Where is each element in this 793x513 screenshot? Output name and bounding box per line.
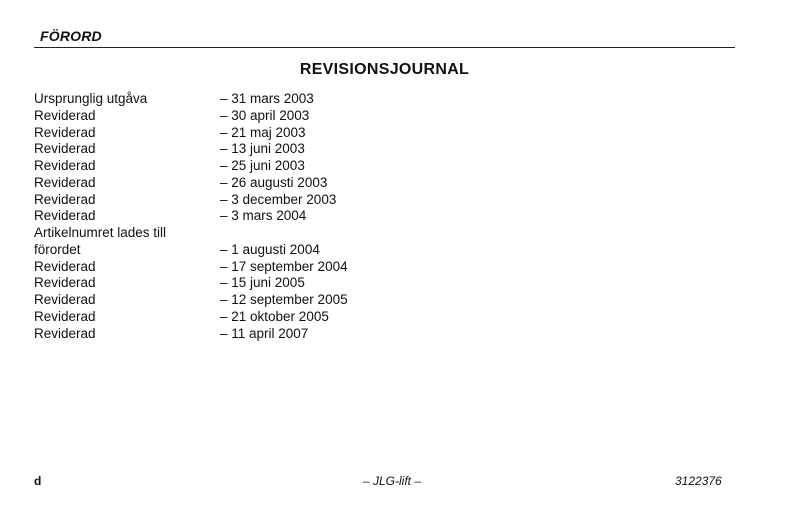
revision-label: Artikelnumret lades till [34,225,167,240]
revision-date: – 21 maj 2003 [220,124,306,140]
revision-label: Reviderad [34,208,96,224]
revision-date: – 3 december 2003 [220,191,337,207]
revision-date: – 1 augusti 2004 [220,241,320,257]
revision-date: – 30 april 2003 [220,107,310,123]
revision-label: Reviderad [34,158,96,173]
revision-entry [34,259,534,276]
revision-date: – 3 mars 2004 [220,208,307,224]
revision-date: – 13 juni 2003 [220,141,305,157]
revision-label: Reviderad [34,258,96,274]
revision-label: Reviderad [34,124,96,140]
revision-date: – 11 april 2007 [220,325,309,341]
revision-label: Reviderad [34,107,96,123]
revision-entry [34,275,534,292]
revision-entry [34,208,534,225]
revision-label: Reviderad [34,292,96,307]
footer-page-number: d [34,474,42,488]
revision-date: – 21 oktober 2005 [220,308,329,324]
revision-date: – 15 juni 2005 [220,275,305,291]
revision-label: Ursprunglig utgåva [34,91,148,106]
section-header: FÖRORD [40,28,102,44]
revision-entry [34,175,534,192]
revision-journal [34,91,534,342]
revision-label: förordet [34,241,81,257]
revision-entry [34,91,534,108]
revision-entry [34,125,534,142]
revision-entry [34,225,534,242]
header-divider [34,47,735,48]
revision-date: – 31 mars 2003 [220,91,314,106]
revision-label: Reviderad [34,141,96,157]
revision-label: Reviderad [34,275,96,291]
revision-entry [34,309,534,326]
revision-entry [34,242,534,259]
footer-publisher: – JLG-lift – [362,474,422,488]
revision-entry [34,326,534,343]
footer-document-number: 3122376 [675,474,722,488]
revision-date: – 17 september 2004 [220,258,348,274]
revision-label: Reviderad [34,325,96,341]
revision-entry [34,192,534,209]
page-title: REVISIONSJOURNAL [299,61,470,78]
revision-label: Reviderad [34,174,96,190]
revision-entry [34,158,534,175]
revision-entry [34,292,534,309]
revision-date: – 26 augusti 2003 [220,174,328,190]
revision-label: Reviderad [34,191,96,207]
revision-entry [34,108,534,125]
revision-entry [34,141,534,158]
revision-label: Reviderad [34,308,96,324]
revision-date: – 12 september 2005 [220,292,348,307]
revision-date: – 25 juni 2003 [220,158,305,173]
